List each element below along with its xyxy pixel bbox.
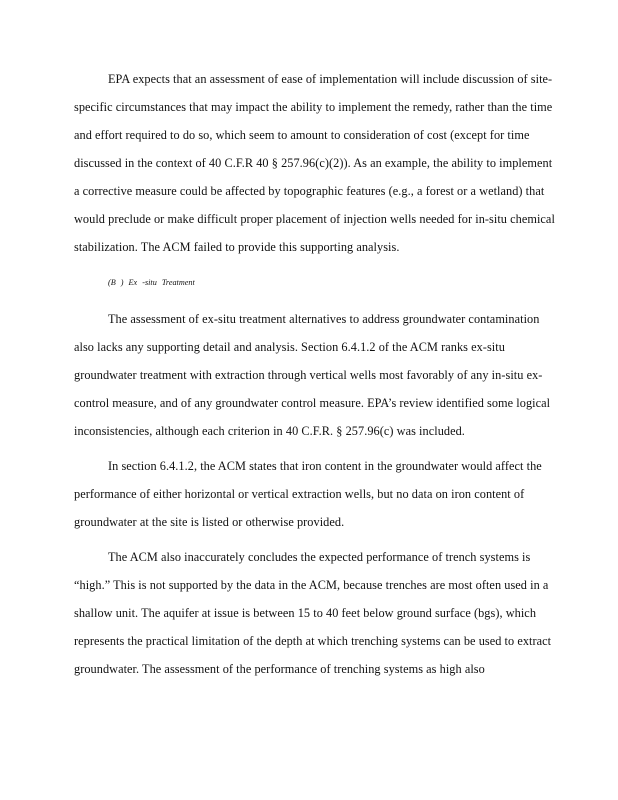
paragraph-2-line-1: The assessment of ex-situ treatment alternatives to address groundwater contamination <box>108 312 540 326</box>
paragraph-1-line-1: EPA expects that an assessment of ease of implementation will include discussion of site- <box>108 72 553 86</box>
paragraph-1-line-5: a corrective measure could be affected by topographic features (e.g., a forest or a wetland) that <box>74 184 545 198</box>
paragraph-4-line-5: groundwater. The assessment of the performance of trenching systems as high also <box>74 662 485 676</box>
paragraph-1-line-7: stabilization. The ACM failed to provide this supporting analysis. <box>74 240 400 254</box>
section-heading-b: (B ) Ex -situ Treatment <box>108 278 195 287</box>
paragraph-2-line-5: inconsistencies, although each criterion in 40 C.F.R. § 257.96(c) was included. <box>74 424 465 438</box>
paragraph-1-line-4: discussed in the context of 40 C.F.R 40 § 257.96(c)(2)). As an example, the ability to implement <box>74 156 553 170</box>
paragraph-3-line-3: groundwater at the site is listed or otherwise provided. <box>74 515 345 529</box>
paragraph-4-line-4: represents the practical limitation of the depth at which trenching systems can be used to extract <box>74 634 552 648</box>
paragraph-1-line-6: would preclude or make difficult proper placement of injection wells needed for in-situ chemical <box>74 212 555 226</box>
paragraph-4-line-2: “high.” This is not supported by the data in the ACM, because trenches are most often used in a <box>74 578 549 592</box>
paragraph-2-line-4: control measure, and of any groundwater control measure. EPA’s review identified some logical <box>74 396 551 410</box>
paragraph-1-line-3: and effort required to do so, which seem to amount to consideration of cost (except for time <box>74 128 530 142</box>
paragraph-3-line-2: performance of either horizontal or vertical extraction wells, but no data on iron content of <box>74 487 525 501</box>
paragraph-1-line-2: specific circumstances that may impact the ability to implement the remedy, rather than the time <box>74 100 553 114</box>
paragraph-2-line-3: groundwater treatment with extraction through vertical wells most favorably of any in-situ ex- <box>74 368 543 382</box>
paragraph-4-line-3: shallow unit. The aquifer at issue is between 15 to 40 feet below ground surface (bgs), which <box>74 606 537 620</box>
paragraph-4-line-1: The ACM also inaccurately concludes the expected performance of trench systems is <box>108 550 531 564</box>
paragraph-2-line-2: also lacks any supporting detail and analysis. Section 6.4.1.2 of the ACM ranks ex-situ <box>74 340 505 354</box>
paragraph-3-line-1: In section 6.4.1.2, the ACM states that iron content in the groundwater would affect the <box>108 459 542 473</box>
